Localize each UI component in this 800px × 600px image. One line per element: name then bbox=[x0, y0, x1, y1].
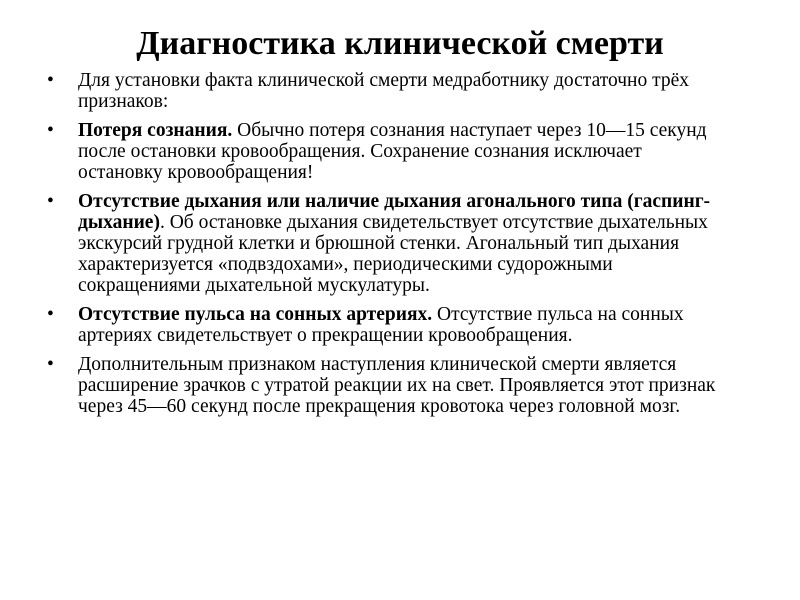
bullet-marker: • bbox=[47, 191, 54, 212]
bullet-text: . Об остановке дыхания свидетельствует отсутствие дыхательных экскурсий грудной клетки и брюшной стенки. Агональный тип дыхания характеризуется «подвздохами», периодическими судорожными сокращениями дыхательной мускулатуры. bbox=[78, 212, 708, 296]
bullet-marker: • bbox=[47, 304, 54, 325]
bullet-text: Отсутствие пульса на сонных артериях свидетельствует о прекращении кровообращения. bbox=[78, 304, 684, 346]
slide-title: Диагностика клинической смерти bbox=[136, 25, 664, 62]
bullet-bold-text: Отсутствие дыхания или наличие дыхания агонального типа (гаспинг-дыхание) bbox=[78, 191, 711, 233]
bullet-item bbox=[47, 191, 727, 296]
bullet-item bbox=[47, 304, 727, 346]
bullet-text: Дополнительным признаком наступления клинической смерти является расширение зрачков с утратой реакции их на свет. Проявляется этот признак через 45—60 секунд после прекращения кровотока через головной мозг. bbox=[78, 354, 716, 417]
bullet-marker: • bbox=[47, 70, 54, 91]
bullet-bold-text: Отсутствие пульса на сонных артериях. bbox=[78, 304, 433, 325]
bullet-bold-text: Потеря сознания. bbox=[78, 120, 233, 141]
bullet-text: Обычно потеря сознания наступает через 10—15 секунд после остановки кровообращения. Сохранение сознания исключает остановку кровообращения! bbox=[78, 120, 707, 183]
bullet-item bbox=[47, 120, 727, 183]
bullet-item bbox=[47, 70, 727, 112]
bullet-marker: • bbox=[47, 354, 54, 375]
bullet-marker: • bbox=[47, 120, 54, 141]
bullet-list bbox=[47, 70, 727, 425]
bullet-item bbox=[47, 354, 727, 417]
bullet-text: Для установки факта клинической смерти медработнику достаточно трёх признаков: bbox=[78, 70, 690, 112]
